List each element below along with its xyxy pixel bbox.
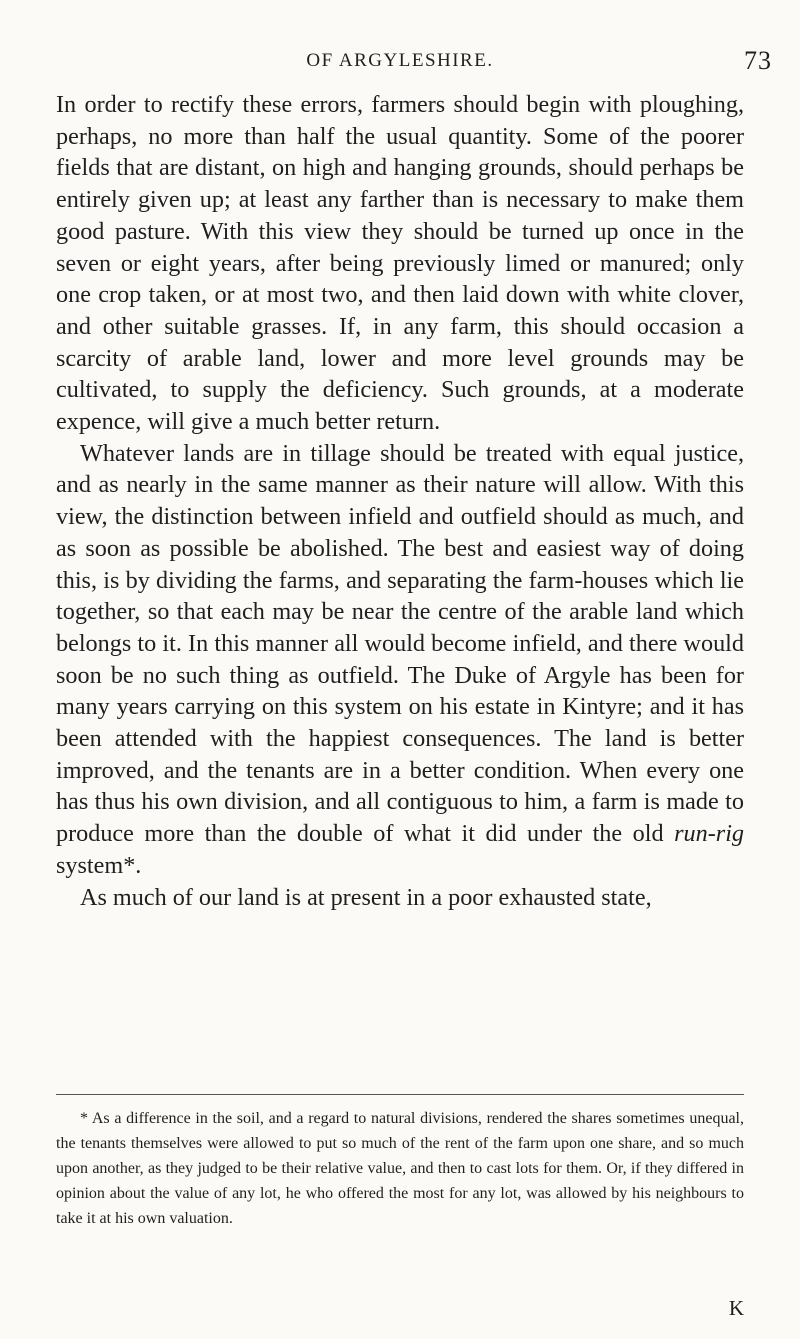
- run-rig-term: run-rig: [674, 820, 745, 848]
- footnote-divider: [56, 1094, 744, 1095]
- paragraph-2-text: Whatever lands are in tillage should be treated with equal justice, and as nearly in the same manner as their nature will allow. With this view, the distinction between infield and outfield should as much, and as soon as possible be abolished. The best and easiest way of doing this, is by dividing the farms, and separating the farm-houses which lie together, so that each may be near the centre of the arable land which belongs to it. In this manner all would become infield, and there would soon be no such thing as outfield. The Duke of Argyle has been for many years carrying on this system on his estate in Kintyre; and it has been attended with the happiest consequences. The land is better improved, and the tenants are in a better condition. When every one has thus his own division, and all contiguous to him, a farm is made to produce more than the double of what it did under the old: [56, 439, 744, 848]
- footnote-reference: *: [123, 851, 136, 879]
- page-header: [28, 46, 772, 86]
- catchword: K: [728, 1296, 744, 1320]
- sentence-end: .: [135, 851, 142, 879]
- paragraph-2: [56, 438, 744, 882]
- footnote-text: As a difference in the soil, and a regard to natural divisions, rendered the shares sometimes unequal, the tenants themselves were allowed to put so much of the rent of the farm upon one share, and so much upon another, as they judged to be their relative value, and then to cast lots for them. Or, if they differed in opinion about the value of any lot, he who offered the most for any lot, was allowed by his neighbours to take it at his own valuation.: [56, 1110, 744, 1227]
- running-head: OF ARGYLESHIRE.: [306, 50, 494, 71]
- footnote: [56, 1106, 744, 1231]
- body-text: [56, 89, 744, 913]
- footnote-marker: *: [80, 1110, 88, 1127]
- paragraph-3: As much of our land is at present in a poor exhausted state,: [80, 883, 652, 911]
- page-number: 73: [744, 46, 772, 75]
- system-word: system: [56, 851, 124, 879]
- paragraph-1: In order to rectify these errors, farmers should begin with ploughing, perhaps, no more than half the usual quantity. Some of the poorer fields that are distant, on high and hanging grounds, should perhaps be entirely given up; at least any farther than is necessary to make them good pasture. With this view they should be turned up once in the seven or eight years, after being previously limed or manured; only one crop taken, or at most two, and then laid down with white clover, and other suitable grasses. If, in any farm, this should occasion a scarcity of arable land, lower and more level grounds may be cultivated, to supply the deficiency. Such grounds, at a moderate expence, will give a much better return.: [56, 91, 744, 436]
